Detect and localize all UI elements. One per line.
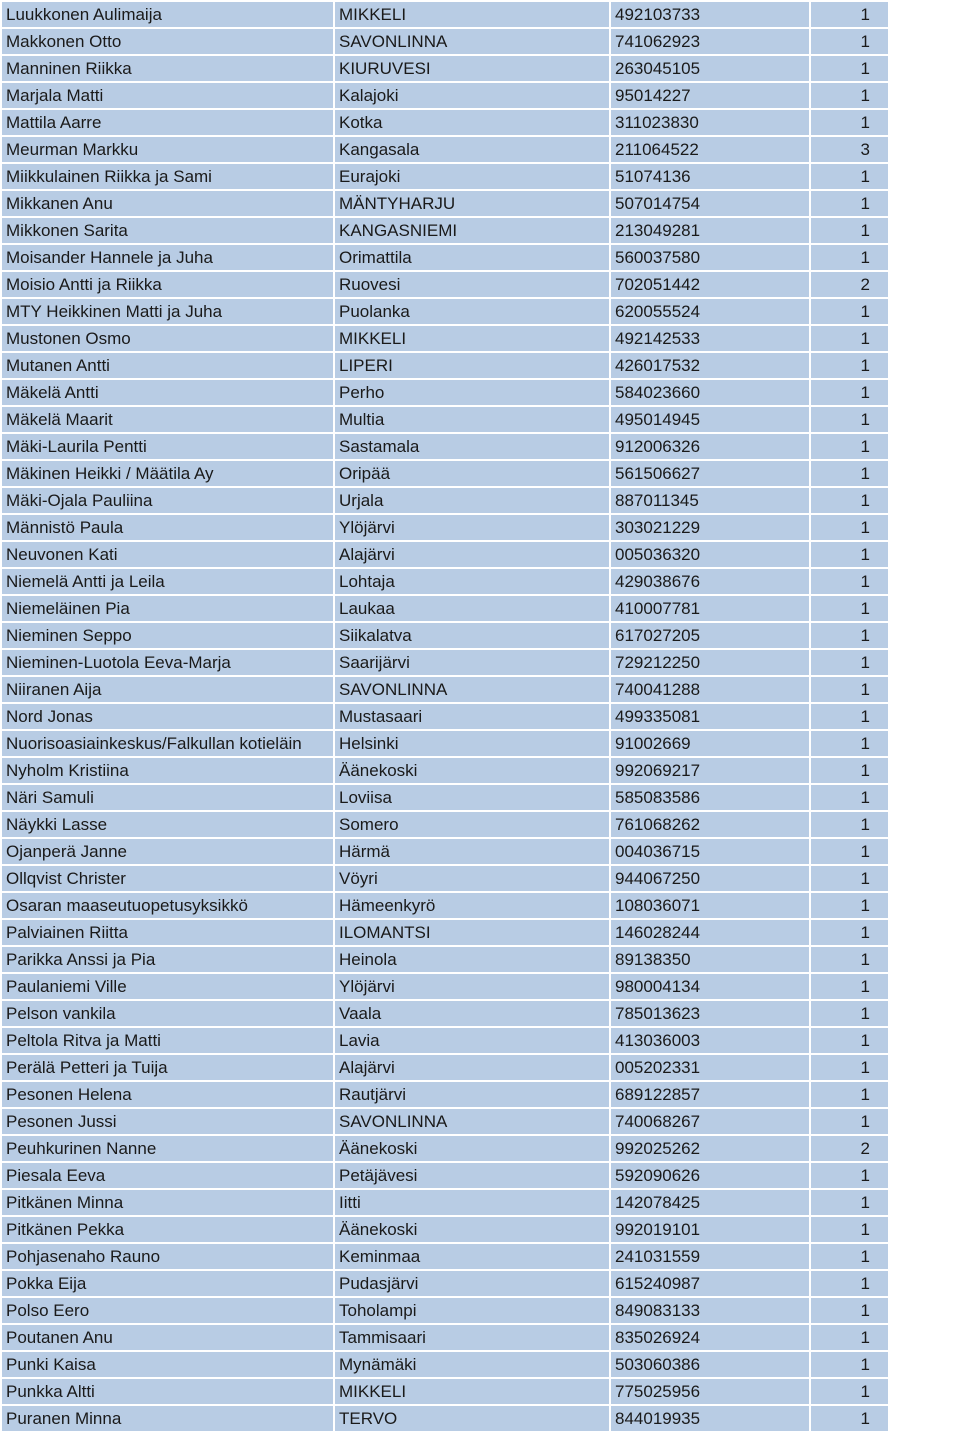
count-cell: 3 (811, 137, 888, 164)
city-cell: Eurajoki (335, 164, 611, 191)
table-row (2, 461, 888, 488)
count-cell: 1 (811, 1325, 888, 1352)
code-cell: 585083586 (611, 785, 811, 812)
table-row (2, 596, 888, 623)
name-cell: Peuhkurinen Nanne (2, 1136, 335, 1163)
code-cell: 560037580 (611, 245, 811, 272)
code-cell: 729212250 (611, 650, 811, 677)
name-cell: Näykki Lasse (2, 812, 335, 839)
count-cell: 1 (811, 839, 888, 866)
count-cell: 1 (811, 812, 888, 839)
city-cell: Laukaa (335, 596, 611, 623)
count-cell: 1 (811, 1028, 888, 1055)
count-cell: 1 (811, 299, 888, 326)
name-cell: Ojanperä Janne (2, 839, 335, 866)
code-cell: 849083133 (611, 1298, 811, 1325)
name-cell: Pohjasenaho Rauno (2, 1244, 335, 1271)
name-cell: Männistö Paula (2, 515, 335, 542)
table-row (2, 569, 888, 596)
table-row (2, 56, 888, 83)
table-row (2, 1190, 888, 1217)
city-cell: Loviisa (335, 785, 611, 812)
table-row (2, 785, 888, 812)
code-cell: 311023830 (611, 110, 811, 137)
name-cell: Nyholm Kristiina (2, 758, 335, 785)
table-row (2, 650, 888, 677)
city-cell: TERVO (335, 1406, 611, 1433)
table-row (2, 1055, 888, 1082)
name-cell: Punki Kaisa (2, 1352, 335, 1379)
city-cell: KANGASNIEMI (335, 218, 611, 245)
name-cell: Moisander Hannele ja Juha (2, 245, 335, 272)
count-cell: 1 (811, 326, 888, 353)
name-cell: Pitkänen Minna (2, 1190, 335, 1217)
code-cell: 492103733 (611, 2, 811, 29)
name-cell: Osaran maaseutuopetusyksikkö (2, 893, 335, 920)
count-cell: 1 (811, 974, 888, 1001)
code-cell: 211064522 (611, 137, 811, 164)
table-row (2, 272, 888, 299)
name-cell: Polso Eero (2, 1298, 335, 1325)
code-cell: 775025956 (611, 1379, 811, 1406)
city-cell: Puolanka (335, 299, 611, 326)
count-cell: 1 (811, 353, 888, 380)
name-cell: Pesonen Jussi (2, 1109, 335, 1136)
code-cell: 503060386 (611, 1352, 811, 1379)
count-cell: 1 (811, 110, 888, 137)
count-cell: 1 (811, 56, 888, 83)
code-cell: 413036003 (611, 1028, 811, 1055)
table-row (2, 515, 888, 542)
code-cell: 492142533 (611, 326, 811, 353)
code-cell: 944067250 (611, 866, 811, 893)
city-cell: Sastamala (335, 434, 611, 461)
name-cell: Piesala Eeva (2, 1163, 335, 1190)
code-cell: 89138350 (611, 947, 811, 974)
city-cell: SAVONLINNA (335, 1109, 611, 1136)
name-cell: Palviainen Riitta (2, 920, 335, 947)
name-cell: Mutanen Antti (2, 353, 335, 380)
count-cell: 1 (811, 1163, 888, 1190)
city-cell: MÄNTYHARJU (335, 191, 611, 218)
name-cell: Perälä Petteri ja Tuija (2, 1055, 335, 1082)
count-cell: 1 (811, 758, 888, 785)
count-cell: 1 (811, 1082, 888, 1109)
table-row (2, 488, 888, 515)
code-cell: 213049281 (611, 218, 811, 245)
city-cell: MIKKELI (335, 1379, 611, 1406)
code-cell: 912006326 (611, 434, 811, 461)
name-cell: MTY Heikkinen Matti ja Juha (2, 299, 335, 326)
count-cell: 1 (811, 623, 888, 650)
city-cell: Keminmaa (335, 1244, 611, 1271)
code-cell: 584023660 (611, 380, 811, 407)
table-row (2, 947, 888, 974)
code-cell: 507014754 (611, 191, 811, 218)
city-cell: Iitti (335, 1190, 611, 1217)
table-row (2, 137, 888, 164)
name-cell: Niiranen Aija (2, 677, 335, 704)
city-cell: Helsinki (335, 731, 611, 758)
name-cell: Niemeläinen Pia (2, 596, 335, 623)
city-cell: Saarijärvi (335, 650, 611, 677)
city-cell: Kotka (335, 110, 611, 137)
name-cell: Niemelä Antti ja Leila (2, 569, 335, 596)
city-cell: Heinola (335, 947, 611, 974)
count-cell: 1 (811, 191, 888, 218)
city-cell: Ylöjärvi (335, 974, 611, 1001)
table-row (2, 191, 888, 218)
city-cell: Ylöjärvi (335, 515, 611, 542)
city-cell: Petäjävesi (335, 1163, 611, 1190)
count-cell: 1 (811, 1217, 888, 1244)
city-cell: Alajärvi (335, 542, 611, 569)
code-cell: 410007781 (611, 596, 811, 623)
table-row (2, 380, 888, 407)
count-cell: 1 (811, 461, 888, 488)
code-cell: 005202331 (611, 1055, 811, 1082)
code-cell: 741062923 (611, 29, 811, 56)
code-cell: 499335081 (611, 704, 811, 731)
city-cell: Toholampi (335, 1298, 611, 1325)
count-cell: 1 (811, 434, 888, 461)
table-row (2, 920, 888, 947)
table-row (2, 2, 888, 29)
city-cell: Hämeenkyrö (335, 893, 611, 920)
table-row (2, 1082, 888, 1109)
name-cell: Mikkanen Anu (2, 191, 335, 218)
table-row (2, 704, 888, 731)
table-row (2, 866, 888, 893)
table-row (2, 83, 888, 110)
code-cell: 51074136 (611, 164, 811, 191)
count-cell: 1 (811, 488, 888, 515)
city-cell: LIPERI (335, 353, 611, 380)
name-cell: Puranen Minna (2, 1406, 335, 1433)
city-cell: Äänekoski (335, 1136, 611, 1163)
table-row (2, 1379, 888, 1406)
code-cell: 592090626 (611, 1163, 811, 1190)
city-cell: Mynämäki (335, 1352, 611, 1379)
table-row (2, 407, 888, 434)
city-cell: Tammisaari (335, 1325, 611, 1352)
table-row (2, 110, 888, 137)
count-cell: 1 (811, 1190, 888, 1217)
count-cell: 1 (811, 785, 888, 812)
city-cell: ILOMANTSI (335, 920, 611, 947)
city-cell: Siikalatva (335, 623, 611, 650)
city-cell: Oripää (335, 461, 611, 488)
city-cell: SAVONLINNA (335, 29, 611, 56)
city-cell: Somero (335, 812, 611, 839)
count-cell: 1 (811, 245, 888, 272)
table-row (2, 1109, 888, 1136)
city-cell: Mustasaari (335, 704, 611, 731)
city-cell: Äänekoski (335, 758, 611, 785)
code-cell: 615240987 (611, 1271, 811, 1298)
code-cell: 91002669 (611, 731, 811, 758)
table-row (2, 1163, 888, 1190)
table-row (2, 758, 888, 785)
count-cell: 1 (811, 407, 888, 434)
table-row (2, 1244, 888, 1271)
table-row (2, 353, 888, 380)
name-cell: Meurman Markku (2, 137, 335, 164)
city-cell: Ruovesi (335, 272, 611, 299)
name-cell: Neuvonen Kati (2, 542, 335, 569)
code-cell: 495014945 (611, 407, 811, 434)
count-cell: 1 (811, 2, 888, 29)
code-cell: 992019101 (611, 1217, 811, 1244)
count-cell: 1 (811, 1001, 888, 1028)
code-cell: 740068267 (611, 1109, 811, 1136)
count-cell: 2 (811, 1136, 888, 1163)
table-row (2, 1217, 888, 1244)
name-cell: Marjala Matti (2, 83, 335, 110)
count-cell: 1 (811, 947, 888, 974)
count-cell: 1 (811, 1244, 888, 1271)
table-row (2, 164, 888, 191)
count-cell: 1 (811, 650, 888, 677)
count-cell: 1 (811, 731, 888, 758)
count-cell: 1 (811, 920, 888, 947)
count-cell: 1 (811, 83, 888, 110)
name-cell: Pitkänen Pekka (2, 1217, 335, 1244)
code-cell: 617027205 (611, 623, 811, 650)
city-cell: KIURUVESI (335, 56, 611, 83)
city-cell: Kangasala (335, 137, 611, 164)
code-cell: 561506627 (611, 461, 811, 488)
city-cell: Urjala (335, 488, 611, 515)
city-cell: SAVONLINNA (335, 677, 611, 704)
table-row (2, 1028, 888, 1055)
count-cell: 1 (811, 1109, 888, 1136)
code-cell: 429038676 (611, 569, 811, 596)
code-cell: 108036071 (611, 893, 811, 920)
city-cell: MIKKELI (335, 326, 611, 353)
code-cell: 95014227 (611, 83, 811, 110)
code-cell: 303021229 (611, 515, 811, 542)
table-row (2, 1325, 888, 1352)
table-row (2, 1406, 888, 1433)
count-cell: 1 (811, 1055, 888, 1082)
data-table (2, 2, 888, 1433)
name-cell: Punkka Altti (2, 1379, 335, 1406)
code-cell: 887011345 (611, 488, 811, 515)
name-cell: Miikkulainen Riikka ja Sami (2, 164, 335, 191)
code-cell: 142078425 (611, 1190, 811, 1217)
name-cell: Näri Samuli (2, 785, 335, 812)
code-cell: 263045105 (611, 56, 811, 83)
count-cell: 1 (811, 1352, 888, 1379)
name-cell: Manninen Riikka (2, 56, 335, 83)
city-cell: Perho (335, 380, 611, 407)
table-row (2, 1136, 888, 1163)
code-cell: 761068262 (611, 812, 811, 839)
city-cell: Pudasjärvi (335, 1271, 611, 1298)
code-cell: 689122857 (611, 1082, 811, 1109)
count-cell: 1 (811, 596, 888, 623)
count-cell: 1 (811, 1271, 888, 1298)
code-cell: 005036320 (611, 542, 811, 569)
name-cell: Moisio Antti ja Riikka (2, 272, 335, 299)
count-cell: 1 (811, 1379, 888, 1406)
count-cell: 1 (811, 704, 888, 731)
code-cell: 980004134 (611, 974, 811, 1001)
name-cell: Pokka Eija (2, 1271, 335, 1298)
city-cell: Äänekoski (335, 1217, 611, 1244)
count-cell: 1 (811, 542, 888, 569)
city-cell: Rautjärvi (335, 1082, 611, 1109)
table-row (2, 29, 888, 56)
name-cell: Mattila Aarre (2, 110, 335, 137)
count-cell: 1 (811, 164, 888, 191)
table-row (2, 1271, 888, 1298)
count-cell: 1 (811, 893, 888, 920)
code-cell: 785013623 (611, 1001, 811, 1028)
name-cell: Peltola Ritva ja Matti (2, 1028, 335, 1055)
table-row (2, 434, 888, 461)
city-cell: Vöyri (335, 866, 611, 893)
code-cell: 004036715 (611, 839, 811, 866)
code-cell: 844019935 (611, 1406, 811, 1433)
code-cell: 992069217 (611, 758, 811, 785)
table-row (2, 1352, 888, 1379)
table-row (2, 623, 888, 650)
count-cell: 1 (811, 1298, 888, 1325)
count-cell: 1 (811, 677, 888, 704)
table-row (2, 731, 888, 758)
city-cell: Multia (335, 407, 611, 434)
count-cell: 2 (811, 272, 888, 299)
name-cell: Makkonen Otto (2, 29, 335, 56)
table-row (2, 839, 888, 866)
table-row (2, 245, 888, 272)
table-row (2, 812, 888, 839)
name-cell: Pesonen Helena (2, 1082, 335, 1109)
city-cell: Alajärvi (335, 1055, 611, 1082)
name-cell: Poutanen Anu (2, 1325, 335, 1352)
city-cell: Lohtaja (335, 569, 611, 596)
table-body (2, 2, 888, 1433)
count-cell: 1 (811, 866, 888, 893)
name-cell: Mäkelä Maarit (2, 407, 335, 434)
code-cell: 835026924 (611, 1325, 811, 1352)
table-row (2, 1001, 888, 1028)
name-cell: Paulaniemi Ville (2, 974, 335, 1001)
count-cell: 1 (811, 380, 888, 407)
count-cell: 1 (811, 515, 888, 542)
table-row (2, 974, 888, 1001)
code-cell: 740041288 (611, 677, 811, 704)
code-cell: 992025262 (611, 1136, 811, 1163)
name-cell: Mäkinen Heikki / Määtila Ay (2, 461, 335, 488)
name-cell: Nieminen-Luotola Eeva-Marja (2, 650, 335, 677)
table-row (2, 1298, 888, 1325)
table-row (2, 677, 888, 704)
name-cell: Nuorisoasiainkeskus/Falkullan kotieläin (2, 731, 335, 758)
code-cell: 241031559 (611, 1244, 811, 1271)
name-cell: Mikkonen Sarita (2, 218, 335, 245)
city-cell: MIKKELI (335, 2, 611, 29)
city-cell: Härmä (335, 839, 611, 866)
name-cell: Mustonen Osmo (2, 326, 335, 353)
table-row (2, 542, 888, 569)
city-cell: Vaala (335, 1001, 611, 1028)
count-cell: 1 (811, 1406, 888, 1433)
name-cell: Mäkelä Antti (2, 380, 335, 407)
name-cell: Nieminen Seppo (2, 623, 335, 650)
name-cell: Nord Jonas (2, 704, 335, 731)
count-cell: 1 (811, 218, 888, 245)
count-cell: 1 (811, 569, 888, 596)
name-cell: Ollqvist Christer (2, 866, 335, 893)
name-cell: Mäki-Ojala Pauliina (2, 488, 335, 515)
city-cell: Orimattila (335, 245, 611, 272)
name-cell: Luukkonen Aulimaija (2, 2, 335, 29)
count-cell: 1 (811, 29, 888, 56)
table-row (2, 893, 888, 920)
code-cell: 426017532 (611, 353, 811, 380)
city-cell: Lavia (335, 1028, 611, 1055)
code-cell: 702051442 (611, 272, 811, 299)
name-cell: Mäki-Laurila Pentti (2, 434, 335, 461)
city-cell: Kalajoki (335, 83, 611, 110)
name-cell: Pelson vankila (2, 1001, 335, 1028)
table-row (2, 299, 888, 326)
table-row (2, 326, 888, 353)
name-cell: Parikka Anssi ja Pia (2, 947, 335, 974)
table-row (2, 218, 888, 245)
code-cell: 620055524 (611, 299, 811, 326)
code-cell: 146028244 (611, 920, 811, 947)
